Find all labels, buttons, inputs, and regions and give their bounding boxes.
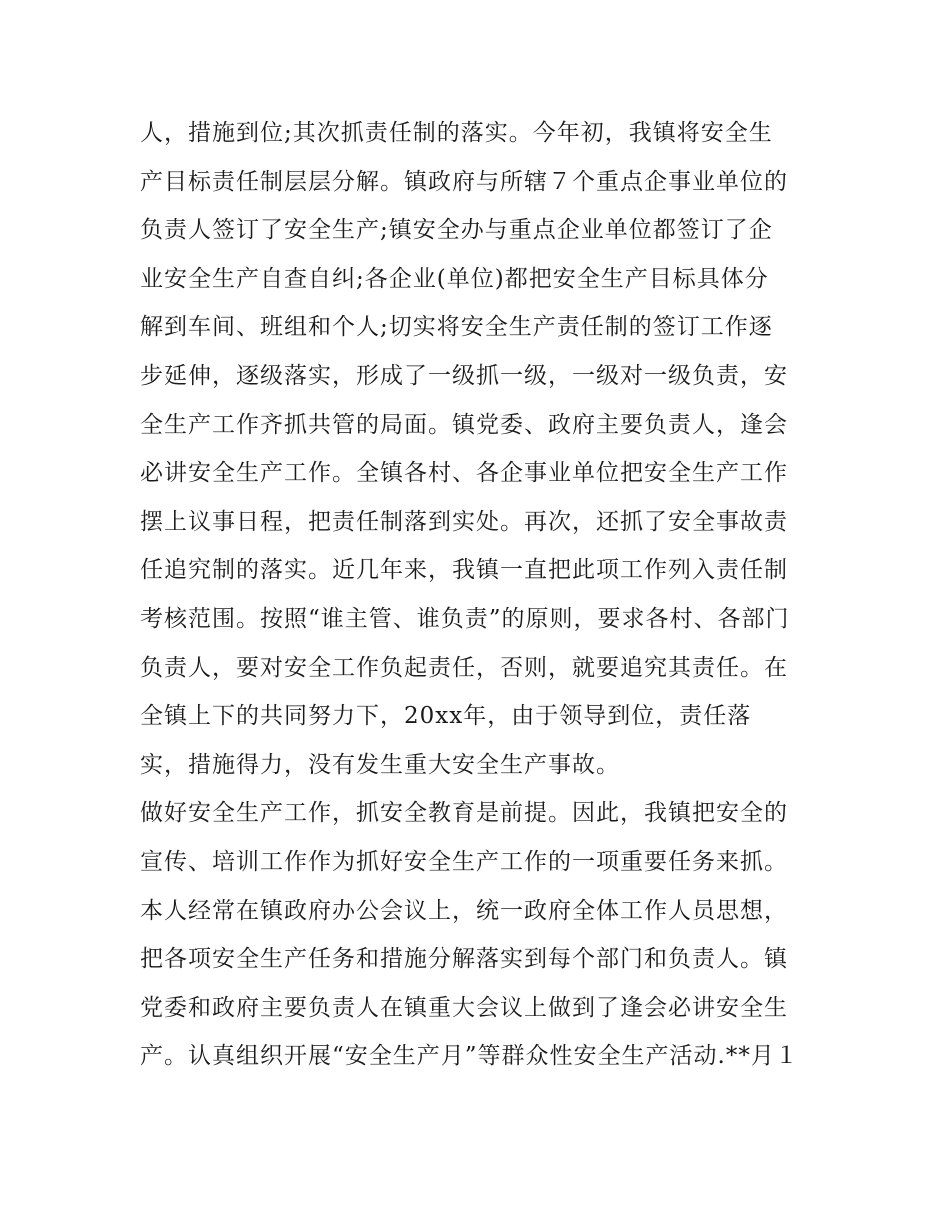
text-line: 业安全生产自查自纠;各企业(单位)都把安全生产目标具体分 bbox=[140, 265, 769, 292]
text-line: 产目标责任制层层分解。镇政府与所辖７个重点企事业单位的 bbox=[140, 168, 788, 195]
text-line: 考核范围。按照“谁主管、谁负责”的原则，要求各村、各部门 bbox=[140, 605, 790, 632]
body-text bbox=[140, 109, 820, 1081]
text-line: 全生产工作齐抓共管的局面。镇党委、政府主要负责人，逢会 bbox=[140, 411, 788, 438]
text-line: 全镇上下的共同努力下，20xx年，由于领导到位，责任落 bbox=[140, 703, 752, 730]
text-line: 解到车间、班组和个人;切实将安全生产责任制的签订工作逐 bbox=[140, 314, 773, 341]
text-line: 把各项安全生产任务和措施分解落实到每个部门和负责人。镇 bbox=[140, 946, 788, 973]
text-line: 本人经常在镇政府办公会议上，统一政府全体工作人员思想， bbox=[140, 897, 788, 924]
text-line: 摆上议事日程，把责任制落到实处。再次，还抓了安全事故责 bbox=[140, 508, 788, 535]
text-line: 做好安全生产工作，抓安全教育是前提。因此，我镇把安全的 bbox=[140, 800, 788, 827]
text-line: 任追究制的落实。近几年来，我镇一直把此项工作列入责任制 bbox=[140, 557, 788, 584]
text-line: 党委和政府主要负责人在镇重大会议上做到了逢会必讲安全生 bbox=[140, 994, 788, 1021]
text-line: 人，措施到位;其次抓责任制的落实。今年初，我镇将安全生 bbox=[140, 120, 773, 146]
text-line: 产。认真组织开展“安全生产月”等群众性安全生产活动.**月１ bbox=[140, 1043, 799, 1070]
text-line: 负责人，要对安全工作负起责任，否则，就要追究其责任。在 bbox=[140, 654, 788, 681]
text-line: 宣传、培训工作作为抓好安全生产工作的一项重要任务来抓。 bbox=[140, 848, 788, 875]
text-line: 负责人签订了安全生产;镇安全办与重点企业单位都签订了企 bbox=[140, 217, 773, 244]
text-line: 必讲安全生产工作。全镇各村、各企事业单位把安全生产工作 bbox=[140, 460, 788, 487]
text-line: 实，措施得力，没有发生重大安全生产事故。 bbox=[140, 751, 620, 778]
text-line: 步延伸，逐级落实，形成了一级抓一级，一级对一级负责，安 bbox=[140, 362, 788, 389]
